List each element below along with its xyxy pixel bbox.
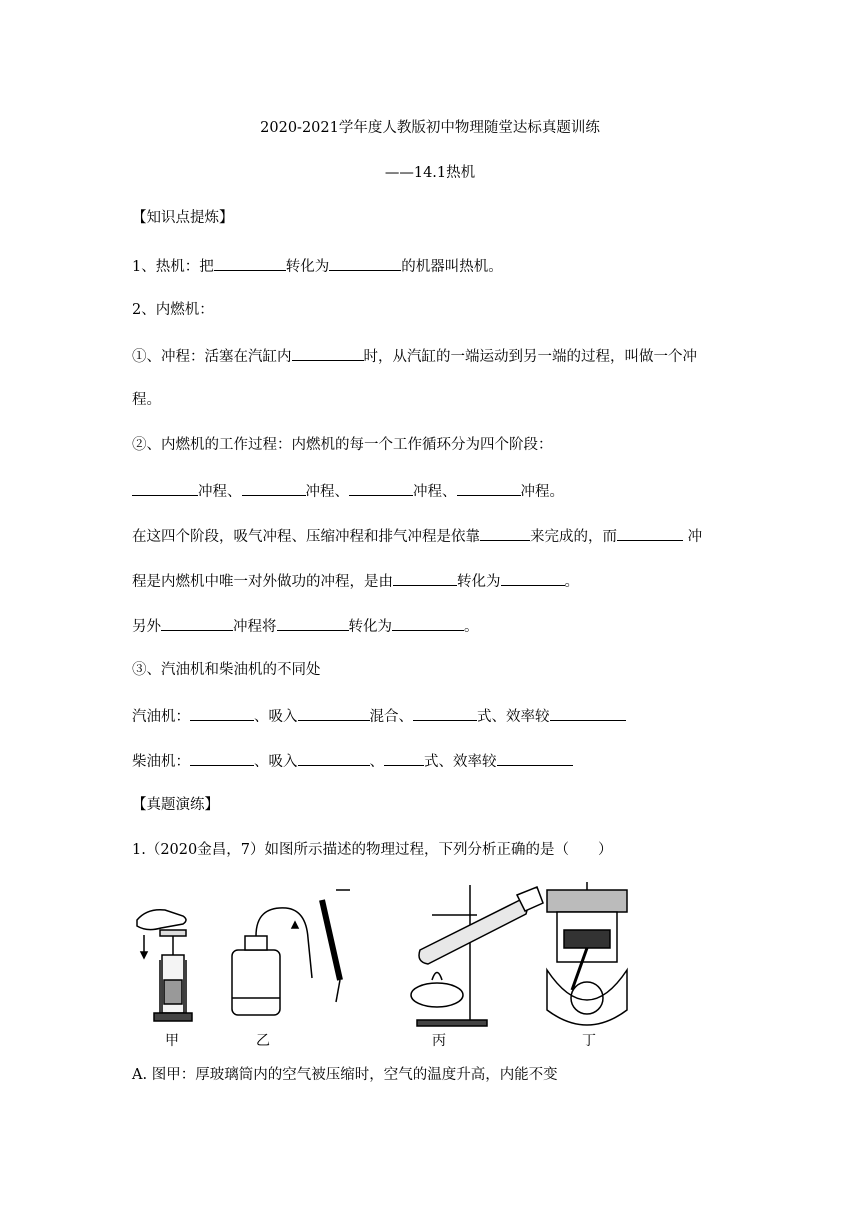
text: 冲程、: [413, 484, 457, 500]
fill-blank: [617, 525, 683, 541]
fill-blank: [298, 750, 370, 766]
text: 转化为: [285, 259, 330, 275]
text: 冲程。: [520, 484, 564, 500]
fill-blank: [413, 705, 477, 721]
fill-blank: [298, 705, 370, 721]
text: 、吸入: [254, 709, 298, 725]
item-stroke-cont: 程。: [132, 392, 161, 408]
fill-blank: [292, 345, 364, 361]
fill-blank: [277, 615, 349, 631]
text: 冲: [683, 529, 703, 545]
item-other-stroke: [132, 615, 479, 637]
text: 1、热机：把: [132, 259, 214, 275]
text: 时，从汽缸的一端运动到另一端的过程，叫做一个冲: [363, 349, 697, 365]
question-1-figures: [132, 880, 652, 1055]
item-gasoline-engine: [132, 705, 626, 727]
item-work-process: ②、内燃机的工作过程：内燃机的每一个工作循环分为四个阶段：: [132, 437, 553, 453]
page-subtitle: ——14.1热机: [384, 165, 476, 181]
question-1: 1.（2020金昌，7）如图所示描述的物理过程，下列分析正确的是（ ）: [132, 842, 613, 858]
fill-blank: [161, 615, 233, 631]
figure-jia-compression-tube: [137, 910, 192, 1021]
figure-ding-engine-cylinder: [547, 882, 627, 1025]
text: 。: [464, 619, 479, 635]
text: 的机器叫热机。: [401, 259, 503, 275]
text: 在这四个阶段，吸气冲程、压缩冲程和排气冲程是依靠: [132, 529, 480, 545]
text: 冲程将: [233, 619, 277, 635]
text: 冲程、: [305, 484, 349, 500]
fill-blank: [497, 750, 573, 766]
item-strokes-detail: [132, 525, 702, 547]
figure-yi-bottle-pump: [232, 890, 350, 1015]
fill-blank: [132, 480, 198, 496]
text: 柴油机：: [132, 754, 190, 770]
text: 另外: [132, 619, 161, 635]
item-heat-engine: [132, 255, 503, 277]
item-ic-engine: 2、内燃机：: [132, 302, 214, 318]
text: 来完成的，而: [530, 529, 617, 545]
figure-label-yi: 乙: [256, 1033, 270, 1049]
fill-blank: [329, 255, 401, 271]
text: 汽油机：: [132, 709, 190, 725]
section-heading-practice: 【真题演练】: [132, 797, 219, 813]
figure-label-jia: 甲: [165, 1033, 179, 1049]
figure-label-ding: 丁: [582, 1033, 596, 1049]
text: 式、效率较: [424, 754, 497, 770]
text: 、: [369, 754, 384, 770]
section-heading-knowledge: 【知识点提炼】: [132, 210, 234, 226]
item-strokes-detail-cont: [132, 570, 579, 592]
fill-blank: [384, 750, 424, 766]
text: 冲程、: [198, 484, 242, 500]
fill-blank: [393, 570, 457, 586]
fill-blank: [550, 705, 626, 721]
option-a: A. 图甲：厚玻璃筒内的空气被压缩时，空气的温度升高，内能不变: [132, 1067, 558, 1083]
fill-blank: [214, 255, 286, 271]
text: 转化为: [348, 619, 392, 635]
fill-blank: [480, 525, 530, 541]
item-four-strokes: [132, 480, 564, 502]
text: 程是内燃机中唯一对外做功的冲程，是由: [132, 574, 393, 590]
item-differences: ③、汽油机和柴油机的不同处: [132, 662, 321, 678]
text: 转化为: [457, 574, 501, 590]
fill-blank: [242, 480, 306, 496]
text: 、吸入: [254, 754, 298, 770]
page-title: 2020-2021学年度人教版初中物理随堂达标真题训练: [260, 120, 600, 136]
text: 式、效率较: [477, 709, 550, 725]
item-stroke: [132, 345, 697, 367]
figure-bing-heated-test-tube: [411, 885, 543, 1026]
fill-blank: [457, 480, 521, 496]
text: 。: [564, 574, 579, 590]
item-diesel-engine: [132, 750, 573, 772]
fill-blank: [190, 750, 254, 766]
fill-blank: [190, 705, 254, 721]
text: ①、冲程：活塞在汽缸内: [132, 349, 292, 365]
figure-label-bing: 丙: [432, 1033, 446, 1049]
fill-blank: [349, 480, 413, 496]
fill-blank: [392, 615, 464, 631]
text: 混合、: [369, 709, 413, 725]
fill-blank: [501, 570, 565, 586]
